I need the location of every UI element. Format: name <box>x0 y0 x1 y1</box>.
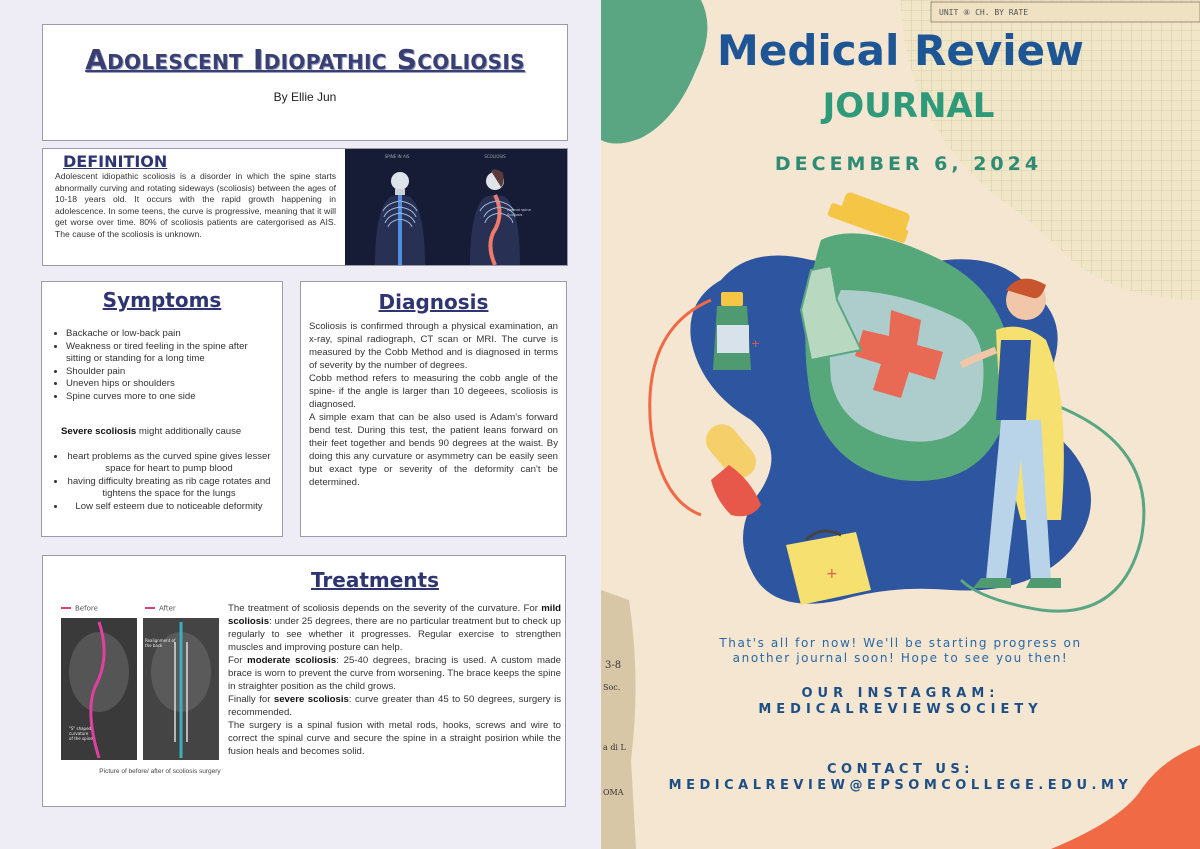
list-item: • Weakness or tired feeling in the spine after sitting or standing for a long time <box>66 341 272 366</box>
svg-text:Realignment of: Realignment of <box>145 638 176 643</box>
diagnosis-paragraph: A simple exam that can be also used is Adam's forward bend test. During this test, the patient leans forward on their feet together and bends 90 degrees at the waist. By doing this any curvature or asymmetry can be easily seen but exact type or severity of the deformity can't be determined. <box>309 412 558 488</box>
severe-symptoms-list <box>52 451 272 514</box>
instagram-label: OUR INSTAGRAM: <box>801 686 1000 701</box>
svg-text:UNIT ⑧ CH. BY RATE: UNIT ⑧ CH. BY RATE <box>939 8 1029 17</box>
svg-text:+: + <box>826 566 838 582</box>
closing-note <box>601 636 1200 666</box>
symptoms-list <box>52 328 272 404</box>
newspaper-scrap <box>601 590 636 849</box>
journal-date: DECEMBER 6, 2024 <box>774 153 1043 175</box>
svg-text:3-8: 3-8 <box>605 660 622 671</box>
list-item: • having difficulty breating as rib cage rotates and tightens the space for the lungs <box>66 476 272 501</box>
list-item: • Backache or low-back pain <box>66 328 272 341</box>
scoliosis-spine-figure <box>470 169 532 265</box>
svg-text:Scoliosis: Scoliosis <box>507 213 523 217</box>
treatments-panel <box>42 555 566 807</box>
instagram-block <box>601 686 1200 718</box>
treatment-paragraph: The treatment of scoliosis depends on the severity of the curvature. For mild scoliosis: under 25 degrees, there are no particular treatment but to check up regularly to see whether it progresses. Regular exercise to strengthen muscles and improving posture can help. <box>228 603 561 653</box>
spine-label-right: SCOLIOSIS <box>484 154 506 159</box>
pill-capsule <box>699 418 762 517</box>
treatment-paragraph: The surgery is a spinal fusion with metal rods, hooks, screws and wire to correct the spinal curve and secure the spine in a straight posirion while the fusion heals and becomes solid. <box>228 720 561 757</box>
normal-spine-figure <box>375 172 425 265</box>
svg-text:Normal spine: Normal spine <box>507 208 531 212</box>
definition-text: Adolescent idiopathic scoliosis is a disorder in which the spine starts abnormally curving and rotating sideways (scoliosis) between the ages of 10-18 years old. It occurs with the rapid growth happening in adolescence. In some teens, the curve is progressive, meaning that it will get worse over time. 80% of scoliosis patients are catergorised as AIS. The cause of the scoliosis is unknown. <box>55 171 336 239</box>
contact-email[interactable]: MEDICALREVIEW@EPSOMCOLLEGE.EDU.MY <box>668 778 1133 793</box>
instagram-handle[interactable]: MEDICALREVIEWSOCIETY <box>758 702 1043 717</box>
symptoms-panel <box>41 281 283 537</box>
svg-text:OMA: OMA <box>603 788 624 797</box>
xray-caption: Picture of before/ after of scoliosis surgery <box>99 768 221 775</box>
coral-blob <box>1051 745 1200 849</box>
contact-label: CONTACT US: <box>827 762 974 777</box>
treatment-paragraph: Finally for severe scoliosis: curve greater than 45 to 50 degrees, surgery is recommended. <box>228 694 562 718</box>
list-item: • Shoulder pain <box>66 366 272 379</box>
right-page <box>601 0 1200 849</box>
byline: By Ellie Jun <box>273 90 337 104</box>
svg-text:a di L: a di L <box>603 743 626 752</box>
treatments-text <box>228 602 561 758</box>
closing-note-line: That's all for now! We'll be starting progress on <box>719 636 1082 650</box>
diagnosis-paragraph: Scoliosis is confirmed through a physical examination, an x-ray, spinal radiograph, CT scan or MRI. The curve is measured by the Cobb Method and is diagnosed in terms of severity by the number of degrees. <box>309 321 558 371</box>
treatments-heading: Treatments <box>310 568 440 592</box>
definition-panel <box>42 148 568 266</box>
closing-note-line: another journal soon! Hope to see you then! <box>732 651 1069 665</box>
diagnosis-heading: Diagnosis <box>378 290 489 314</box>
list-item: • Low self esteem due to noticeable deformity <box>66 501 272 514</box>
treatment-paragraph: For moderate scoliosis: 25-40 degrees, bracing is used. A custom made brace is worn to prevent the curve from worsening. The brace keeps the spine in straighter position as the child grows. <box>228 655 561 692</box>
spine-label-left: SPINE IN AIS <box>384 154 410 159</box>
journal-subtitle: JOURNAL <box>822 86 995 126</box>
svg-text:+: + <box>751 337 761 350</box>
diagnosis-text <box>309 320 558 489</box>
title-panel <box>42 24 568 141</box>
symptoms-heading: Symptoms <box>102 288 222 312</box>
spine-illustration <box>345 149 568 265</box>
list-item: • Spine curves more to one side <box>66 391 272 404</box>
diagnosis-paragraph: Cobb method refers to measuring the cobb angle of the spine- if the angle is larger than 10 degeees, scoliosis is diagnosed. <box>309 373 558 410</box>
svg-text:of the spine: of the spine <box>69 736 93 741</box>
page-title: Adolescent Idiopathic Scoliosis <box>85 43 525 76</box>
journal-title: Medical Review <box>717 26 1084 75</box>
svg-text:the back: the back <box>145 643 163 648</box>
diagnosis-panel <box>300 281 567 537</box>
legend-after: After <box>159 604 176 613</box>
definition-heading: DEFINITION <box>63 152 168 171</box>
severe-intro: Severe scoliosis might additionally cause <box>61 425 242 437</box>
cover-artwork <box>601 0 1200 849</box>
svg-text:curvature: curvature <box>69 731 89 736</box>
svg-text:"S" shaped: "S" shaped <box>69 726 92 731</box>
legend-before: Before <box>75 604 98 613</box>
svg-text:Soc.: Soc. <box>603 683 621 692</box>
contact-block <box>601 762 1200 794</box>
list-item: • Uneven hips or shoulders <box>66 378 272 391</box>
list-item: • heart problems as the curved spine gives lesser space for heart to pump blood <box>66 451 272 476</box>
